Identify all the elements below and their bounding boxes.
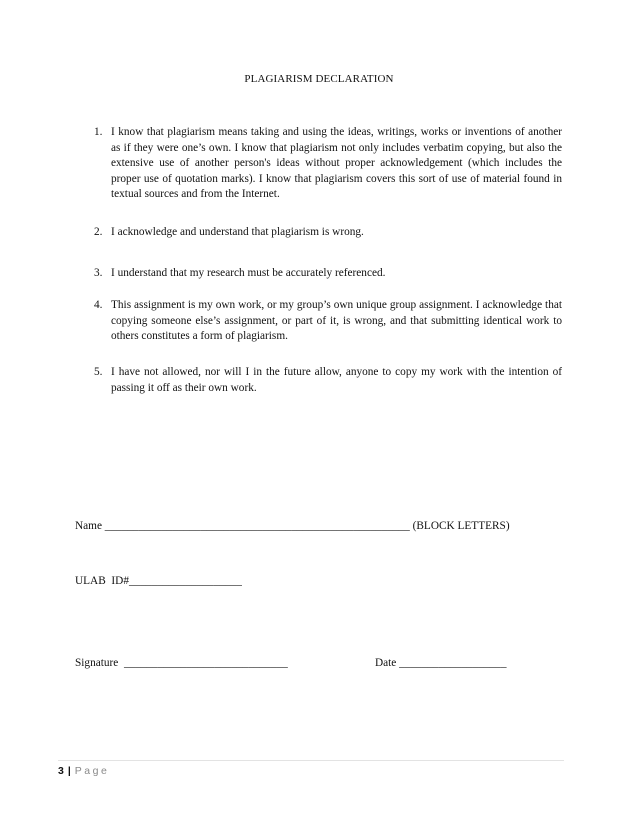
declaration-list — [94, 125, 562, 396]
footer-separator: | — [67, 765, 71, 777]
page-label: Page — [74, 765, 110, 777]
list-item-number: 4. — [94, 299, 103, 312]
date-field-line: Date ___________________ — [375, 657, 507, 669]
signature-field-line: Signature _____________________________ — [75, 657, 288, 669]
list-item-text: I acknowledge and understand that plagiarism is wrong. — [111, 225, 364, 238]
page-title: PLAGIARISM DECLARATION — [244, 73, 394, 85]
list-item-text: I know that plagiarism means taking and using the ideas, writings, works or inventions of another as if they were one’s own. I know that plagiarism not only includes verbatim copying, but also the extensive use of another person's ideas without proper acknowledgement (which includes the proper use of quotation marks). I know that plagiarism covers this sort of use of material found in textual sources and from the Internet. — [111, 126, 562, 201]
page-footer — [58, 760, 564, 777]
page-number: 3 — [58, 765, 64, 777]
list-item-number: 5. — [94, 365, 103, 378]
list-item-text: This assignment is my own work, or my group’s own unique group assignment. I acknowledge that copying someone else’s assignment, or part of it, is wrong, and that submitting identical work to others constitutes a form of plagiarism. — [111, 299, 562, 343]
list-item — [94, 266, 562, 282]
list-item — [94, 125, 562, 203]
ulab-id-field-line: ULAB ID#____________________ — [75, 575, 242, 587]
list-item — [94, 365, 562, 396]
list-item-number: 1. — [94, 126, 103, 138]
list-item — [94, 225, 562, 241]
list-item-number: 2. — [94, 225, 103, 238]
name-field-line: Name ______________________________________________________ (BLOCK LETTERS) — [75, 520, 510, 532]
list-item — [94, 298, 562, 345]
list-item-text: I have not allowed, nor will I in the future allow, anyone to copy my work with the intention of passing it off as their own work. — [111, 365, 562, 394]
list-item-number: 3. — [94, 266, 103, 279]
list-item-text: I understand that my research must be accurately referenced. — [111, 266, 386, 279]
